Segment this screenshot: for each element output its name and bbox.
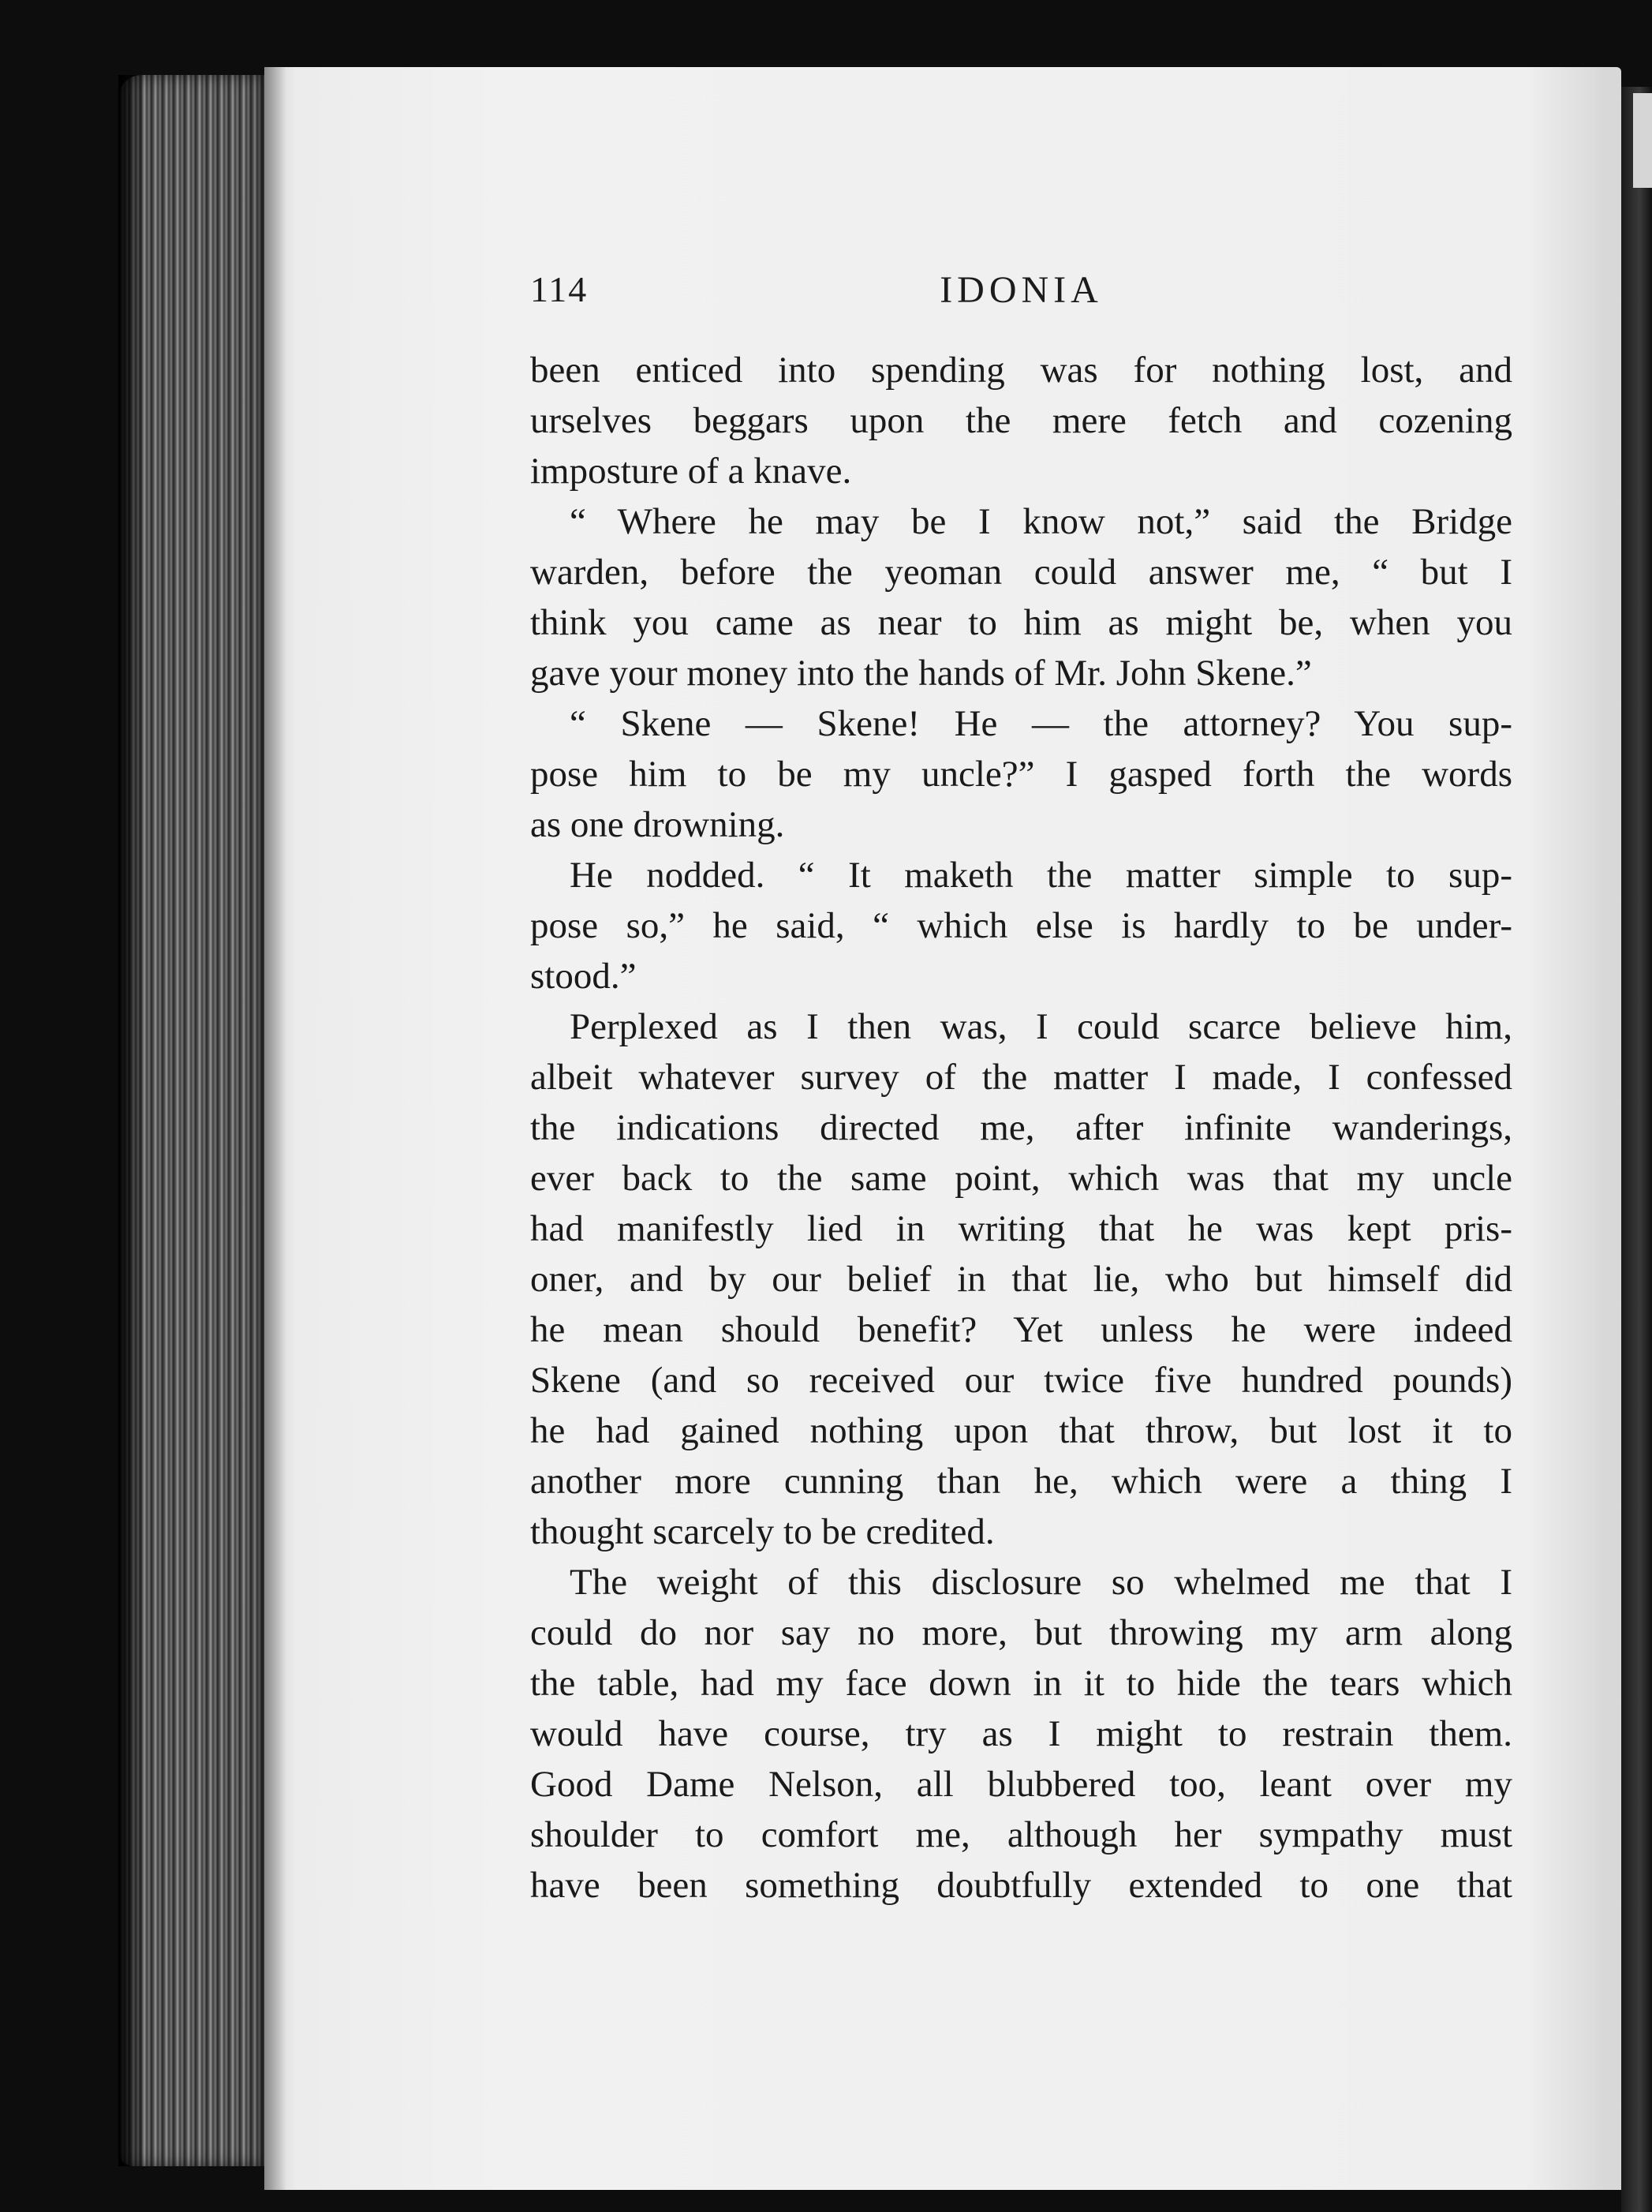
text-line: he had gained nothing upon that throw, but lost it to (530, 1410, 1512, 1451)
text-line: gave your money into the hands of Mr. John Skene.” (530, 653, 1312, 694)
text-line: The weight of this disclosure so whelmed me that I (570, 1562, 1512, 1603)
text-line: stood.” (530, 956, 637, 997)
text-line: had manifestly lied in writing that he was kept pris- (530, 1208, 1512, 1249)
text-line: think you came as near to him as might be, when you (530, 602, 1512, 643)
text-line: ever back to the same point, which was that my uncle (530, 1158, 1512, 1199)
right-page-edge-highlight (1633, 93, 1652, 188)
text-line: the indications directed me, after infinite wanderings, (530, 1107, 1512, 1148)
text-line: he mean should benefit? Yet unless he were indeed (530, 1309, 1512, 1350)
text-line: pose so,” he said, “ which else is hardly to be under- (530, 905, 1512, 946)
text-line: thought scarcely to be credited. (530, 1511, 995, 1552)
page-header (530, 268, 1512, 316)
text-line: would have course, try as I might to restrain them. (530, 1713, 1512, 1754)
text-line: He nodded. “ It maketh the matter simple to sup- (570, 855, 1512, 896)
text-line: been enticed into spending was for nothing lost, and (530, 350, 1512, 391)
text-line: pose him to be my uncle?” I gasped forth the words (530, 754, 1512, 795)
text-line: have been something doubtfully extended to one that (530, 1865, 1512, 1906)
text-line: the table, had my face down in it to hide the tears which (530, 1663, 1512, 1704)
text-line: Good Dame Nelson, all blubbered too, leant over my (530, 1764, 1512, 1805)
book-spine-shadow (118, 75, 142, 2166)
text-line: Perplexed as I then was, I could scarce believe him, (570, 1006, 1512, 1047)
text-line: urselves beggars upon the mere fetch and cozening (530, 400, 1512, 441)
text-line: Skene (and so received our twice five hundred pounds) (530, 1360, 1512, 1401)
text-line: another more cunning than he, which were a thing I (530, 1461, 1512, 1502)
right-page-edge (1621, 87, 1652, 2212)
text-line: imposture of a knave. (530, 451, 852, 492)
text-line: albeit whatever survey of the matter I made, I confessed (530, 1057, 1512, 1098)
text-line: “ Where he may be I know not,” said the Bridge (570, 501, 1512, 542)
text-line: could do nor say no more, but throwing my arm along (530, 1612, 1512, 1653)
text-line: oner, and by our belief in that lie, who but himself did (530, 1259, 1512, 1300)
body-text (530, 345, 1512, 1911)
running-head: IDONIA (940, 269, 1103, 311)
text-line: as one drowning. (530, 804, 785, 845)
gutter-shadow (264, 67, 286, 2190)
text-line: “ Skene — Skene! He — the attorney? You sup- (570, 703, 1512, 744)
text-line: warden, before the yeoman could answer me, “ but I (530, 552, 1512, 593)
page-number: 114 (530, 269, 589, 309)
text-line: shoulder to comfort me, although her sympathy must (530, 1814, 1512, 1855)
